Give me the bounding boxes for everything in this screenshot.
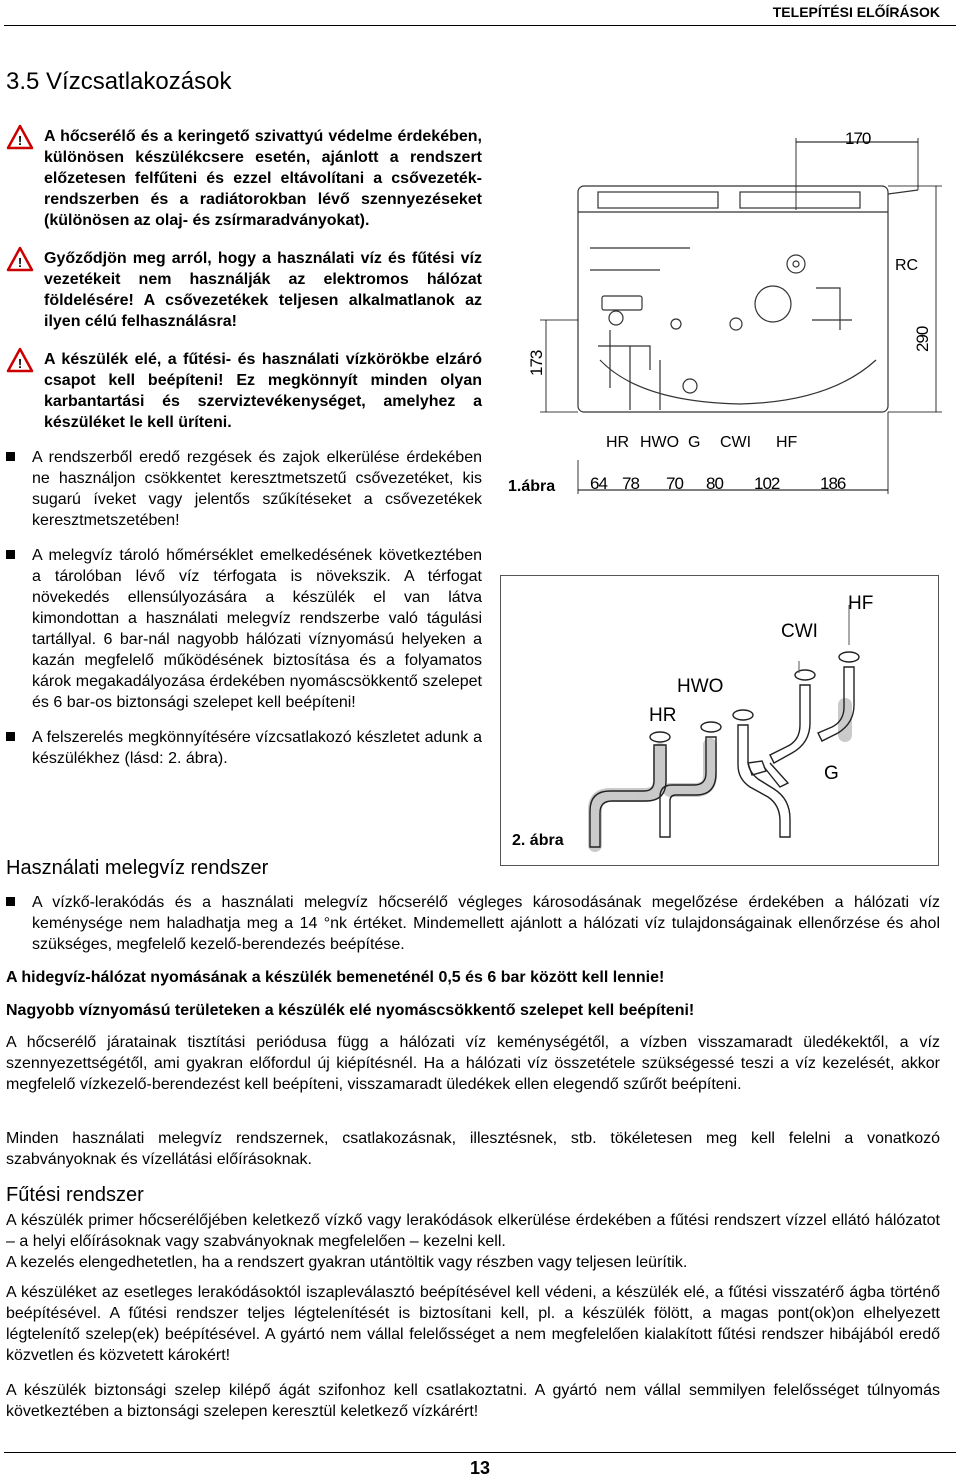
- dim-right-label: 290: [913, 326, 932, 352]
- connector-label-hf: HF: [776, 434, 798, 451]
- bullet-text: A rendszerből eredő rezgések és zajok elkerülése érdekében ne használjon csökkentet keresztmetszetű csővezetéket, kis sugarú íveket vagy jelentős szűkítéseket a csővezetékek keresztmetszetében!: [32, 449, 482, 529]
- connector-label-hwo: HWO: [640, 434, 680, 451]
- header-rule: [4, 25, 956, 26]
- bullet-text: A melegvíz tároló hőmérséklet emelkedésének következtében a tárolóban lévő víz térfogata is növekszik. A térfogat növekedés ellensúlyozására a készülék el van látva kimondottan a használati melegvíz rendszerbe való tágulási tartállyal. 6 bar-nál nagyobb hálózati víznyomású helyeken a kazán megfelelő működésének biztosítása és a folyamatos károk megakadályozása érdekében nyomáscsökkentő szelepet és 6 bar-os biztonsági szelepet kell beépíteni!: [32, 547, 482, 711]
- bullet-text: A felszerelés megkönnyítésére vízcsatlakozó készletet adunk a készülékhez (lásd: 2. ábra).: [32, 729, 482, 767]
- figure-2-box: [500, 575, 940, 867]
- hmv-paragraph-2: Minden használati melegvíz rendszernek, csatlakozásnak, illesztésnek, stb. tökéletesen meg kell felelni a vonatkozó szabványoknak és vízellátási előírásoknak.: [6, 1130, 940, 1168]
- bullet-square: [6, 732, 15, 741]
- section-title: 3.5 Vízcsatlakozások: [6, 68, 232, 95]
- hmv-bullet-text: A vízkő-lerakódás és a használati melegvíz hőcserélő végleges károsodásának megelőzése érdekében a hálózati víz keménysége nem haladhatja meg a 14 °nk értéket. Mindemellett ajánlott a hálózati víz tulajdonságainak ellenőrzése és ahol szükséges, megfelelő kezelő-berendezés beépítése.: [32, 894, 940, 953]
- dim-bottom-6: 186: [820, 474, 846, 493]
- dim-bottom-5: 102: [754, 474, 780, 493]
- figure-2-label: 2. ábra: [512, 832, 564, 849]
- fig2-label-hf: HF: [848, 593, 874, 614]
- futes-paragraph-1b: A kezelés elengedhetetlen, ha a rendszert gyakran utántöltik vagy részben vagy teljesen leürítik.: [6, 1254, 688, 1271]
- fig2-label-g: G: [824, 763, 839, 784]
- svg-text:!: !: [17, 255, 23, 270]
- dim-left-label: 173: [527, 350, 546, 376]
- warning-text: A hőcserélő és a keringető szivattyú védelme érdekében, különösen készülékcsere esetén, ajánlott a rendszert előzetesen felfűteni és ezzel eltávolítani a csővezeték-rendszerben és a radiátorokban lévő szennyezéseket (különösen az olaj- és zsírmaradványokat).: [44, 128, 482, 229]
- warning-icon: [6, 124, 34, 150]
- futes-title: Fűtési rendszer: [6, 1184, 144, 1206]
- dim-top-label: 170: [845, 129, 871, 148]
- dim-bottom-1: 64: [590, 474, 607, 493]
- bullet-item: [6, 545, 482, 713]
- bullet-square: [6, 550, 15, 559]
- figure-1-label: 1.ábra: [508, 478, 556, 495]
- boiler-outline: [578, 186, 918, 412]
- connector-label-hr: HR: [606, 434, 630, 451]
- futes-paragraph-3: A készülék biztonsági szelep kilépő ágát szifonhoz kell csatlakoztatni. A gyártó nem vállal semmilyen felelősséget túlnyomás következtében a biztonsági szelepen keresztül keletkező vízkárért!: [6, 1382, 940, 1420]
- futes-paragraph-2: A készüléket az esetleges lerakódásoktól iszapleválasztó beépítésével kell védeni, a készülék elé, a fűtési visszatérő ágba történő beépítésével. A fűtési rendszer teljes légtelenítését is biztosítani kell, pl. a készülék fölött, a magas pont(ok)on elhelyezett légtelenítő szelep(ek) beépítésével. A gyártó nem vállal felelősséget a nem megfelelően kialakított fűtési rendszer hibájából eredő közvetlen és közvetett károkért!: [6, 1284, 940, 1364]
- warning-item: [6, 349, 482, 433]
- connector-label-g: G: [688, 434, 701, 451]
- bullet-square: [6, 897, 15, 906]
- rc-label: RC: [895, 257, 919, 274]
- header-title: TELEPÍTÉSI ELŐÍRÁSOK: [772, 4, 940, 20]
- dim-bottom-2: 78: [622, 474, 639, 493]
- hmv-bold-2: Nagyobb víznyomású területeken a készülék elé nyomáscsökkentő szelepet kell beépíteni!: [6, 1002, 695, 1019]
- warning-list: [6, 126, 482, 769]
- warning-icon: [6, 246, 34, 272]
- warning-item: [6, 248, 482, 332]
- fig2-label-hr: HR: [649, 705, 677, 726]
- fig2-label-hwo: HWO: [677, 676, 724, 697]
- fig2-label-cwi: CWI: [781, 621, 818, 642]
- bullet-item: [6, 727, 482, 769]
- svg-text:!: !: [17, 356, 23, 371]
- dim-bottom-4: 80: [706, 474, 723, 493]
- page-number: 13: [469, 1458, 491, 1478]
- footer-rule: [4, 1452, 956, 1453]
- page-header: [0, 0, 960, 26]
- bullet-item: [6, 447, 482, 531]
- hmv-bold-1: A hidegvíz-hálózat nyomásának a készülék bemeneténél 0,5 és 6 bar között kell lennie!: [6, 969, 665, 986]
- bullet-square: [6, 452, 15, 461]
- figure-1-diagram: [500, 120, 950, 510]
- connector-label-cwi: CWI: [720, 434, 752, 451]
- warning-icon: [6, 347, 34, 373]
- dim-bottom-3: 70: [666, 474, 683, 493]
- hmv-paragraph-1: A hőcserélő járatainak tisztítási periódusa függ a hálózati víz keménységétől, a vízben visszamaradt üledékektől, a víz szennyezettségétől, ami gyakran előfordul új kiépítésnél. Ha a hálózati víz összetétele szükségessé teszi a víz kezelését, akkor megfelelő vízkezelő-berendezést kell beépíteni, visszamaradt üledékek ellen elegendő szűrőt beépíteni.: [6, 1034, 940, 1093]
- hmv-bullet: [6, 892, 940, 955]
- warning-item: [6, 126, 482, 231]
- hmv-title: Használati melegvíz rendszer: [6, 857, 269, 879]
- warning-text: A készülék elé, a fűtési- és használati vízkörökbe elzáró csapot kell beépíteni! Ez megkönnyít minden olyan karbantartási és szerviztevékenységet, amelyhez a készüléket le kell üríteni.: [44, 351, 482, 431]
- futes-paragraph-1: A készülék primer hőcserélőjében keletkező vízkő vagy lerakódások elkerülése érdekében a fűtési rendszert vízzel ellátó hálózatot – a helyi előírásoknak vagy szabványoknak megfelelően – kezelni kell.: [6, 1212, 940, 1250]
- warning-text: Győződjön meg arról, hogy a használati víz és fűtési víz vezetékeit nem használják az elektromos hálózat földelésére! A csővezetékek teljesen alkalmatlanok az ilyen célú felhasználásra!: [44, 250, 482, 330]
- svg-text:!: !: [17, 133, 23, 148]
